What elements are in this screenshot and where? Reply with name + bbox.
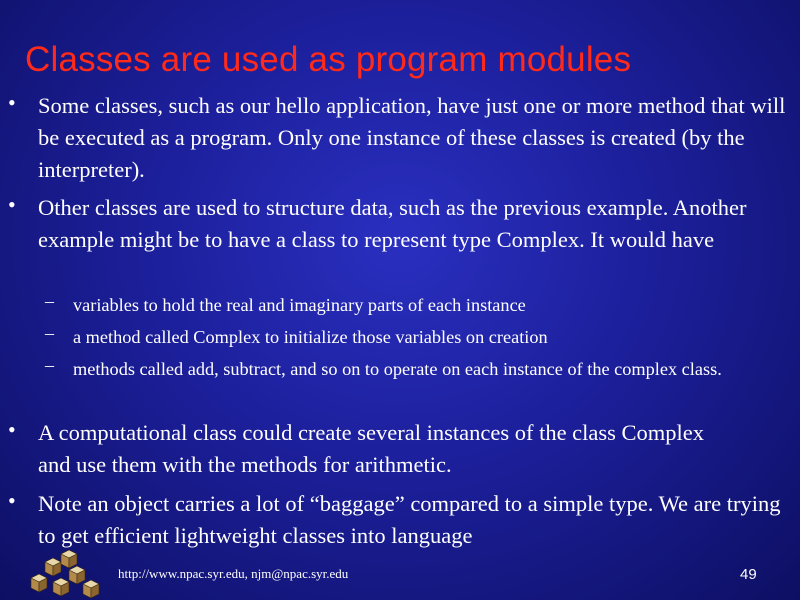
- footer-url: http://www.npac.syr.edu, njm@npac.syr.edu: [118, 566, 349, 581]
- bullet-marker: •: [8, 417, 16, 442]
- bullet-marker: •: [8, 192, 16, 217]
- sub-bullet-marker: –: [45, 291, 54, 311]
- sub-bullet-marker: –: [45, 323, 54, 343]
- sub-bullet-text: a method called Complex to initialize those variables on creation: [73, 327, 548, 347]
- bullet-marker: •: [8, 488, 16, 513]
- sub-bullet-text: methods called add, subtract, and so on to operate on each instance of the complex class.: [73, 359, 722, 379]
- bullet-text: Note an object carries a lot of “baggage” compared to a simple type. We are trying to get efficient lightweight classes into language: [38, 491, 781, 548]
- bullet-text: A computational class could create several instances of the class Complex and use them with the methods for arithmetic.: [38, 420, 705, 477]
- slide-title: Classes are used as program modules: [25, 40, 632, 79]
- page-number: 49: [740, 566, 757, 583]
- bullet-marker: •: [8, 90, 16, 115]
- npac-cubes-logo-icon: [25, 548, 105, 600]
- sub-bullet-marker: –: [45, 355, 54, 375]
- bullet-text: Other classes are used to structure data, such as the previous example. Another example might be to have a class to represent type Complex. It would have: [38, 195, 747, 252]
- sub-bullet-text: variables to hold the real and imaginary parts of each instance: [73, 295, 526, 315]
- bullet-text: Some classes, such as our hello application, have just one or more method that will be executed as a program. Only one instance of these classes is created (by the interpreter).: [38, 93, 786, 182]
